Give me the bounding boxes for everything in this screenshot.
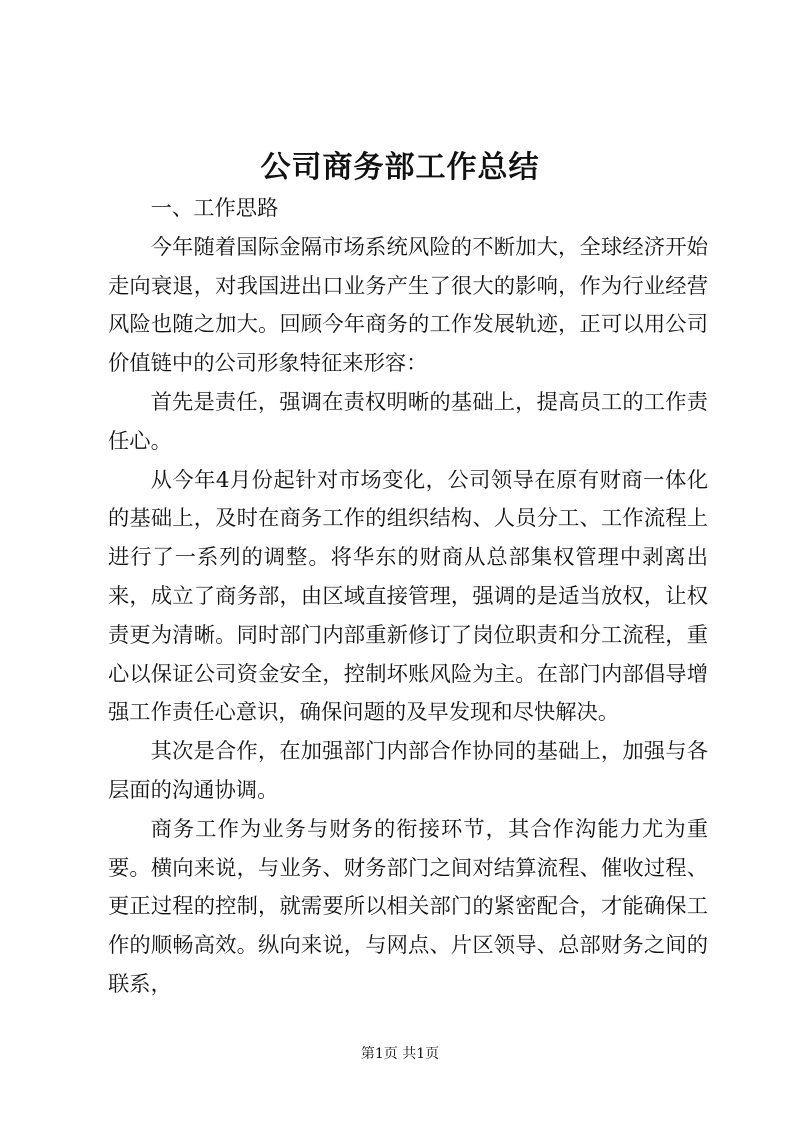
paragraph: 首先是责任，强调在责权明晰的基础上，提高员工的工作责任心。 [108, 389, 708, 454]
paragraph: 其次是合作，在加强部门内部合作协同的基础上，加强与各层面的沟通协调。 [108, 739, 708, 803]
paragraph: 商务工作为业务与财务的衔接环节，其合作沟能力尤为重要。横向来说，与业务、财务部门之间对结算流程、催收过程、更正过程的控制，就需要所以相关部门的紧密配合，才能确保工作的顺畅高效。纵向来说，与网点、片区领导、总部财务之间的联系， [108, 816, 708, 997]
paragraph: 今年随着国际金隔市场系统风险的不断加大，全球经济开始走向衰退，对我国进出口业务产生了很大的影响，作为行业经营风险也随之加大。回顾今年商务的工作发展轨迹，正可以用公司价值链中的公司形象特征来形容： [108, 234, 708, 377]
paragraph: 从今年4月份起针对市场变化，公司领导在原有财商一体化的基础上，及时在商务工作的组织结构、人员分工、工作流程上进行了一系列的调整。将华东的财商从总部集权管理中剥离出来，成立了商务部，由区域直接管理，强调的是适当放权，让权责更为清晰。同时部门内部重新修订了岗位职责和分工流程，重心以保证公司资金安全，控制坏账风险为主。在部门内部倡导增强工作责任心意识，确保问题的及早发现和尽快解决。 [108, 467, 708, 726]
document-body [108, 190, 708, 1005]
page-footer: 第1页 共1页 [360, 1046, 440, 1062]
document-title: 公司商务部工作总结 [260, 150, 540, 185]
section-heading: 一、工作思路 [150, 196, 279, 221]
